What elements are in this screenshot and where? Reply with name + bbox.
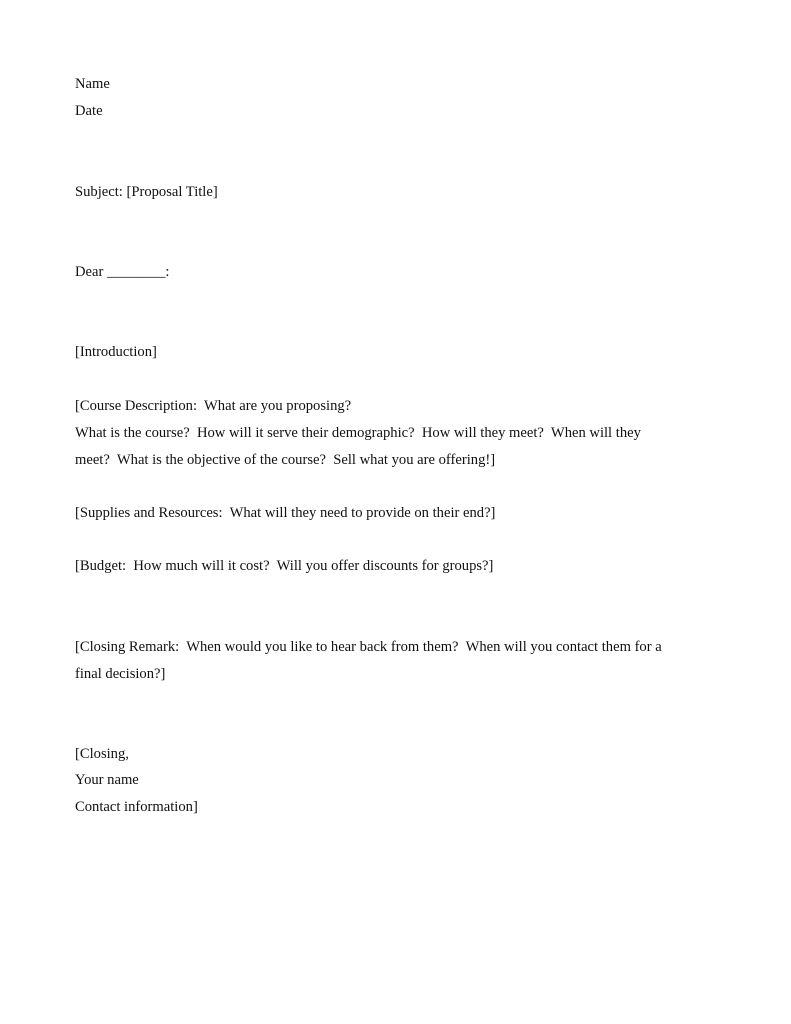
supplies-resources-placeholder: [Supplies and Resources: What will they need to provide on their end?] [75,505,496,521]
closing-line: [Closing, [75,746,129,762]
subject-line: Subject: [Proposal Title] [75,184,218,200]
budget-placeholder: [Budget: How much will it cost? Will you offer discounts for groups?] [75,558,494,574]
introduction-placeholder: [Introduction] [75,344,157,360]
closing-remark-line-2: final decision?] [75,666,166,682]
letter-date: Date [75,103,103,119]
course-description-line-1: [Course Description: What are you proposing? [75,398,352,414]
course-description-line-3: meet? What is the objective of the course? Sell what you are offering!] [75,452,496,468]
course-description-line-2: What is the course? How will it serve their demographic? How will they meet? When will they [75,425,641,441]
closing-remark-line-1: [Closing Remark: When would you like to hear back from them? When will you contact them for a [75,639,662,655]
salutation: Dear ________: [75,264,170,280]
contact-information: Contact information] [75,799,198,815]
signature-name: Your name [75,772,139,788]
sender-name: Name [75,76,110,92]
